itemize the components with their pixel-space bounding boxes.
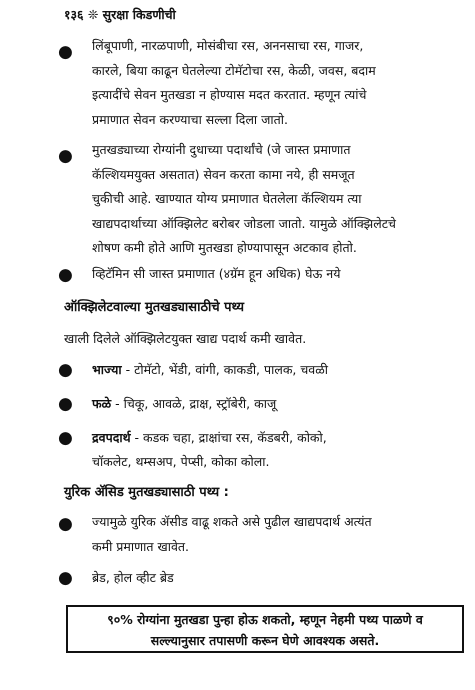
bullet-icon: ● <box>58 42 73 62</box>
list-item-continuation: चॉकलेट, थम्सअप, पेप्सी, कोका कोला. <box>92 454 270 469</box>
bullet-icon: ● <box>58 360 73 380</box>
list-item-text: लिंबूपाणी, नारळपाणी, मोसंबीचा रस, अननसाचा रस, गाजर, कारले, बिया काढून घेतलेल्या टोमॅटोचा रस, केळी, जवस, बदाम इत्यादींचे सेवन मुतखडा न होण्यास मदत करतात. म्हणून त्यांचे प्रमाणात सेवन करण्याचा सल्ला दिला जातो. <box>92 38 376 127</box>
section-heading-oxalate: ऑक्झिलेटवाल्या मुतखड्यासाठीचे पथ्य <box>64 300 245 315</box>
notice-line-1: ९०% रोग्यांना मुतखडा पुन्हा होऊ शकतो, म्हणून नेहमी पथ्य पाळणे व <box>107 612 423 627</box>
list-item-label: द्रवपदार्थ <box>92 430 131 445</box>
bullet-icon: ● <box>58 428 73 448</box>
notice-line-2: सल्ल्यानुसार तपासणी करून घेणे आवश्यक असते. <box>150 633 380 648</box>
section-heading-uric-acid: युरिक ॲसिड मुतखड्यासाठी पथ्य : <box>64 485 229 500</box>
bullet-icon: ● <box>58 568 73 588</box>
page-header: १३६ ❊ सुरक्षा किडणीची <box>64 7 176 22</box>
bullet-icon: ● <box>58 146 73 166</box>
list-item-value: - चिकू, आवळे, द्राक्ष, स्ट्रॉबेरी, काजू <box>111 396 277 411</box>
list-item-text <box>92 426 464 451</box>
bullet-icon: ● <box>58 514 73 534</box>
list-item-text: मुतखड्याच्या रोग्यांनी दुधाच्या पदार्थांचे (जे जास्त प्रमाणात कॅल्शियमयुक्त असतात) सेवन करता कामा नये, ही समजूत चुकीची आहे. खाण्यात योग्य प्रमाणात घेतलेला कॅल्शियम त्या खाद्यपदार्थाच्या ऑक्झिलेट बरोबर जोडला जातो. यामुळे ऑक्झिलेटचे शोषण कमी होते आणि मुतखडा होण्यापासून अटकाव होतो. <box>92 142 396 255</box>
list-item-text: ब्रेड, होल व्हीट ब्रेड <box>92 570 174 585</box>
bullet-icon: ● <box>58 265 73 285</box>
bullet-icon: ● <box>58 394 73 414</box>
list-item-text: ज्यामुळे युरिक ॲसीड वाढू शकते असे पुढील खाद्यपदार्थ अत्यंत कमी प्रमाणात खावेत. <box>92 514 372 554</box>
list-item-value: - टोमॅटो, भेंडी, वांगी, काकडी, पालक, चवळी <box>121 362 328 377</box>
list-item-label: भाज्या <box>92 362 122 377</box>
section-intro-oxalate: खाली दिलेले ऑक्झिलेटयुक्त खाद्य पदार्थ कमी खावेत. <box>64 331 307 346</box>
list-item-label: फळे <box>92 396 112 411</box>
list-item-text <box>92 392 464 417</box>
list-item-text <box>92 358 464 383</box>
list-item-text: व्हिटॅमिन सी जास्त प्रमाणात (४ग्रॅम हून अधिक) घेऊ नये <box>92 266 341 281</box>
list-item-value: - कडक चहा, द्राक्षांचा रस, कॅडबरी, कोको, <box>130 430 327 445</box>
notice-box <box>66 605 464 653</box>
